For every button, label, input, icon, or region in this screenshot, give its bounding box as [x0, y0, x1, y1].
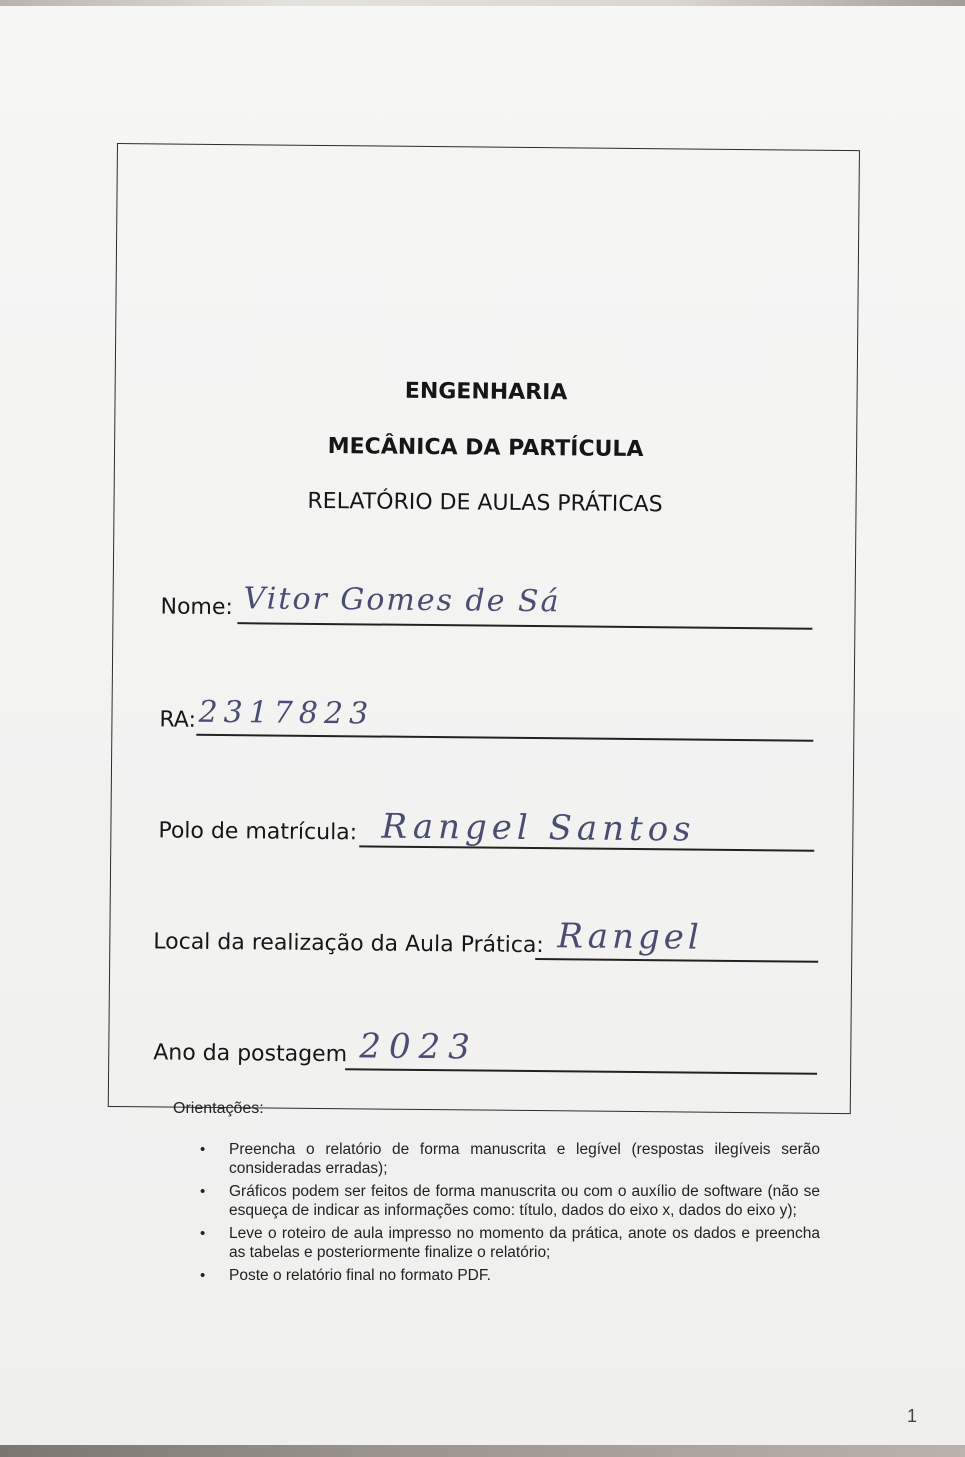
subject-title: MECÂNICA DA PARTÍCULA: [327, 434, 644, 463]
guideline-item: • Gráficos podem ser feitos de forma manuscrita ou com o auxílio de software (não se esqueça de indicar as informações como: título, dados do eixo x, dados do eixo y);: [200, 1182, 820, 1220]
page-edge-bottom: [0, 1445, 965, 1457]
page-edge-top: [0, 0, 965, 6]
guideline-item: • Leve o roteiro de aula impresso no momento da prática, anote os dados e preencha as tabelas e posteriormente finalize o relatório;: [200, 1224, 820, 1262]
ano-label: Ano da postagem: [153, 1040, 348, 1068]
nome-line: [237, 622, 812, 629]
ra-line: [196, 734, 813, 741]
ra-label: RA:: [159, 707, 197, 733]
course-title: ENGENHARIA: [404, 378, 568, 406]
report-title: RELATÓRIO DE AULAS PRÁTICAS: [307, 488, 663, 518]
local-line: [535, 958, 818, 962]
ano-handwritten: 2023: [359, 1026, 479, 1068]
guideline-item: • Poste o relatório final no formato PDF.: [200, 1266, 820, 1285]
guidelines-title: Orientações:: [173, 1100, 264, 1117]
ra-handwritten: 2317823: [198, 694, 375, 732]
nome-label: Nome:: [160, 594, 233, 621]
cover-form-box: [108, 143, 860, 1114]
polo-handwritten: Rangel Santos: [381, 806, 696, 850]
local-label: Local da realização da Aula Prática:: [153, 929, 544, 959]
polo-label: Polo de matrícula:: [158, 818, 358, 846]
guidelines-list: [200, 1140, 820, 1289]
nome-handwritten: Vitor Gomes de Sá: [243, 581, 561, 620]
local-handwritten: Rangel: [557, 916, 703, 958]
page-mark: 1: [906, 1406, 917, 1426]
guideline-item: • Preencha o relatório de forma manuscrita e legível (respostas ilegíveis serão consideradas erradas);: [200, 1140, 820, 1178]
ano-line: [345, 1068, 817, 1074]
